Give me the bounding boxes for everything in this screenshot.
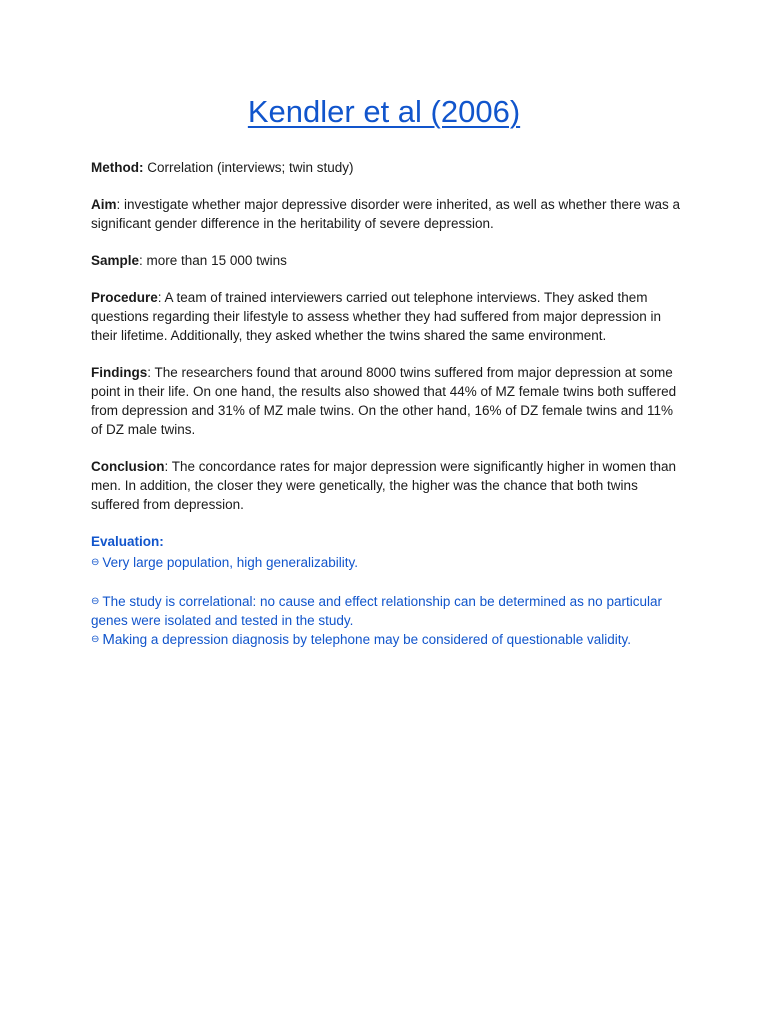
conclusion-label: Conclusion (91, 459, 165, 474)
document-title: Kendler et al (2006) (247, 94, 521, 129)
findings-paragraph (91, 363, 681, 439)
aim-label: Aim (91, 197, 117, 212)
minus-circle-icon: ⊖ (91, 557, 100, 568)
evaluation-item (91, 630, 681, 649)
procedure-label: Procedure (91, 290, 158, 305)
evaluation-item (91, 592, 681, 630)
evaluation-item-text: aking a depression diagnosis by telephone may be considered of questionable validity. (114, 632, 631, 647)
evaluation-item-text: The study is correlational: no cause and effect relationship can be determined as no particular genes were isolated and tested in the study. (91, 594, 662, 628)
procedure-text: : A team of trained interviewers carried out telephone interviews. They asked them questions regarding their lifestyle to assess whether they had suffered from major depression in their lifetime. Additionally, they asked whether the twins shared the same environment. (91, 290, 662, 343)
method-label: Method: (91, 160, 144, 175)
method-paragraph (91, 158, 681, 177)
evaluation-item (91, 553, 681, 572)
findings-label: Findings (91, 365, 148, 380)
minus-circle-icon: ⊖ (91, 634, 100, 645)
findings-text: : The researchers found that around 8000 twins suffered from major depression at some point in their life. On one hand, the results also showed that 44% of MZ female twins both suffered from depression and 31% of MZ male twins. On the other hand, 16% of DZ female twins and 11% of DZ male twins. (91, 365, 677, 437)
aim-text: : investigate whether major depressive disorder were inherited, as well as whether there was a significant gender difference in the heritability of severe depression. (91, 197, 681, 231)
sample-text: : more than 15 000 twins (139, 253, 287, 268)
sample-label: Sample (91, 253, 140, 268)
evaluation-section (91, 532, 681, 649)
evaluation-item-initial: M (102, 631, 115, 648)
method-text: Correlation (interviews; twin study) (143, 160, 354, 175)
conclusion-text: : The concordance rates for major depression were significantly higher in women than men. In addition, the closer they were genetically, the higher was the chance that both twins suffered from depression. (91, 459, 677, 512)
minus-circle-icon: ⊖ (91, 596, 100, 607)
procedure-paragraph (91, 288, 681, 345)
conclusion-paragraph (91, 457, 681, 514)
aim-paragraph (91, 195, 681, 233)
sample-paragraph (91, 251, 681, 270)
document-body (91, 158, 681, 649)
evaluation-heading: Evaluation: (91, 534, 164, 549)
evaluation-item-text: Very large population, high generalizability. (102, 555, 359, 570)
